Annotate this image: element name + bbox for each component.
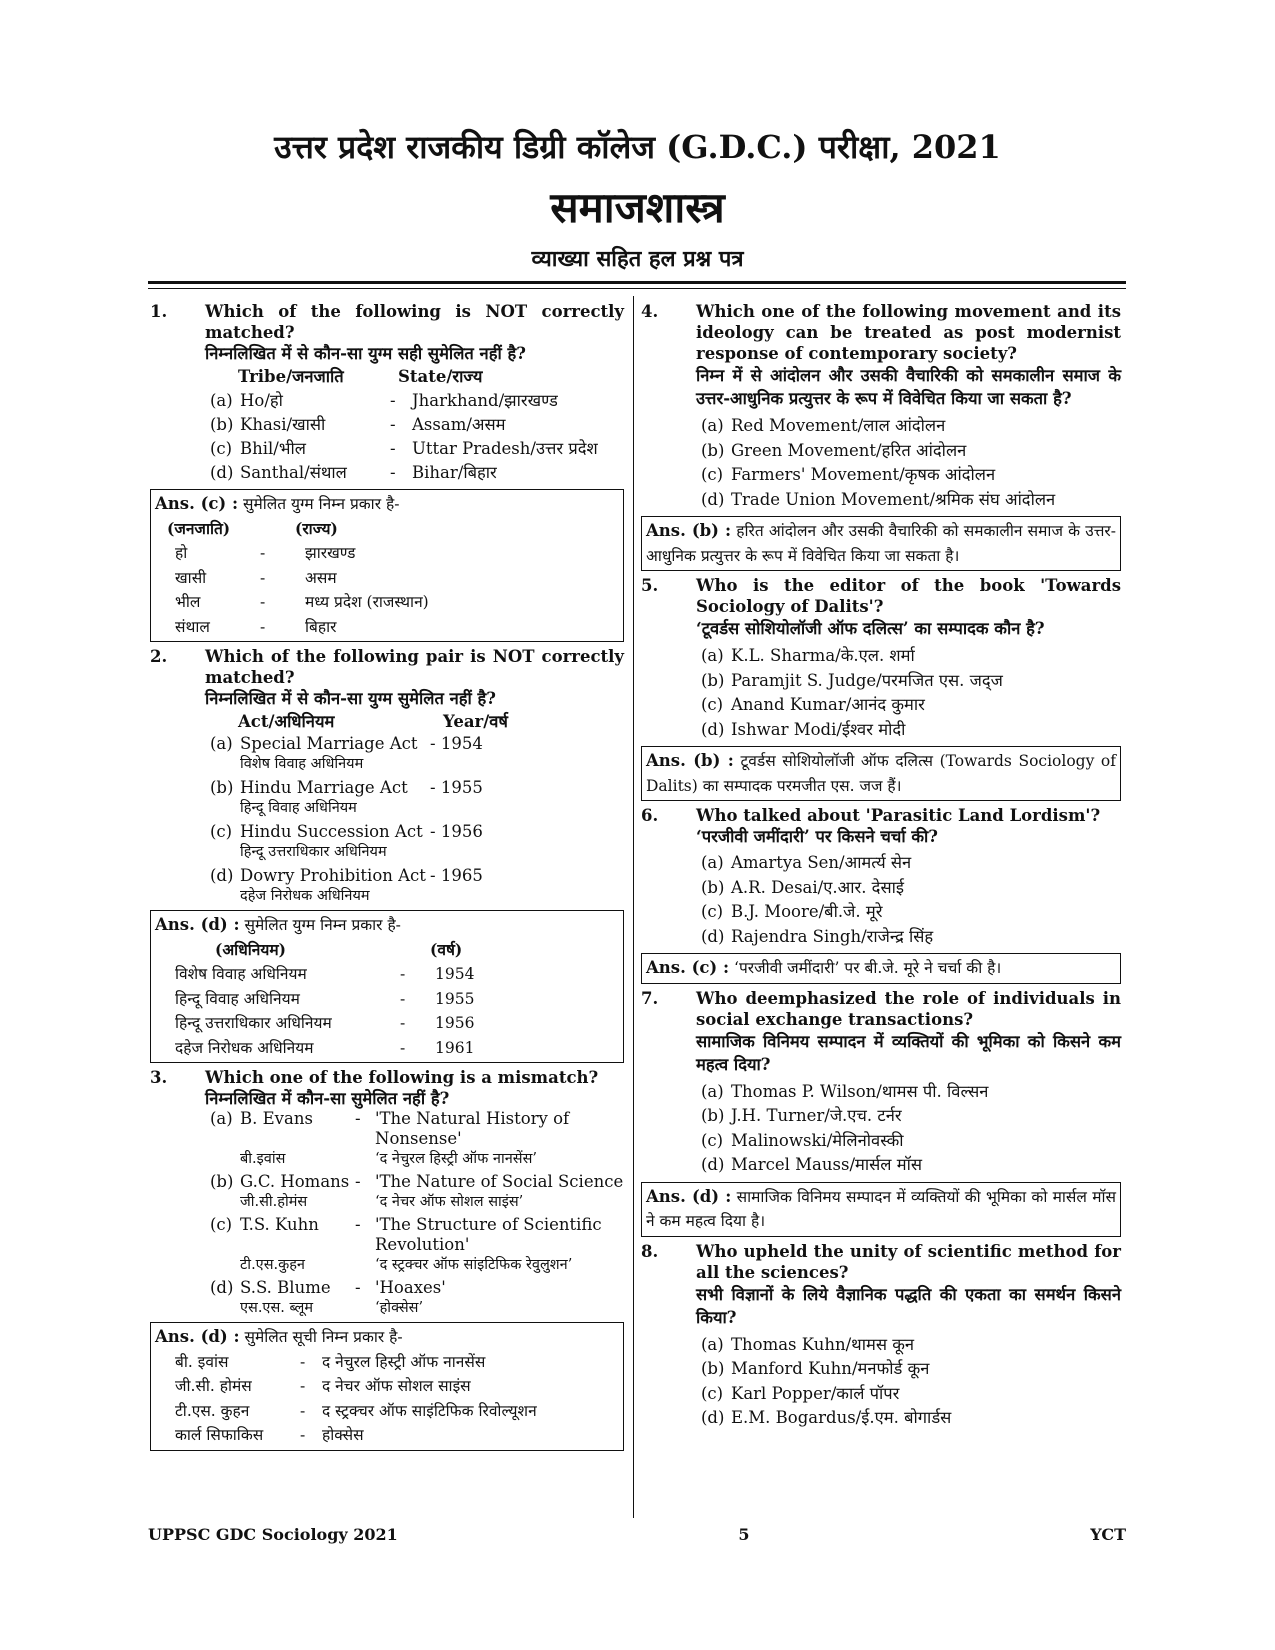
header-rule-thick <box>148 281 1126 284</box>
option-text: A.R. Desai/ए.आर. देसाई <box>731 877 904 897</box>
answer-col-header: (जनजाति) <box>167 518 231 538</box>
option-letter: (a) <box>210 391 233 410</box>
option-right: Bihar/बिहार <box>412 463 497 482</box>
footer-title: UPPSC GDC Sociology 2021 <box>148 1525 398 1544</box>
option-text: Manford Kuhn/मनफोर्ड कून <box>731 1359 930 1378</box>
option-a[interactable] <box>210 734 624 774</box>
question-text-hi: सभी विज्ञानों के लिये वैज्ञानिक पद्धति की एकता का समर्थन किसने किया? <box>696 1284 1121 1327</box>
option-b[interactable] <box>701 1357 1121 1382</box>
option-text: Anand Kumar/आनंद कुमार <box>731 695 925 714</box>
answer-label: Ans. (c) : <box>155 494 239 513</box>
col-header-act: Act/अधिनियम <box>238 712 335 731</box>
question-text-hi: ‘परजीवी जमींदारी’ पर किसने चर्चा की? <box>696 827 938 846</box>
option-text: J.H. Turner/जे.एच. टर्नर <box>731 1106 902 1125</box>
option-right: - 1965 <box>430 866 483 885</box>
question-text-hi: सामाजिक विनिमय सम्पादन में व्यक्तियों की भूमिका को किसने कम महत्व दिया? <box>696 1031 1121 1074</box>
question-text-en: Who is the editor of the book 'Towards Sociology of Dalits'? <box>696 576 1121 616</box>
option-hindi-left: टी.एस.कुहन <box>240 1257 305 1273</box>
option-text: Trade Union Movement/श्रमिक संघ आंदोलन <box>731 489 1056 509</box>
answer-text: सुमेलित सूची निम्न प्रकार है- <box>244 1328 403 1346</box>
answer-cell: 1961 <box>435 1038 475 1057</box>
option-text: Rajendra Singh/राजेन्द्र सिंह <box>731 926 934 946</box>
option-left: Hindu Marriage Act <box>240 778 408 797</box>
option-left: S.S. Blume <box>240 1278 331 1297</box>
option-letter: (a) <box>701 853 724 872</box>
answer-cell: झारखण्ड <box>305 544 356 562</box>
option-letter: (c) <box>701 1130 724 1150</box>
question-number: 4. <box>641 302 659 321</box>
option-letter: (d) <box>701 1155 725 1174</box>
answer-box <box>641 516 1121 571</box>
option-left: Hindu Succession Act <box>240 822 423 841</box>
answer-text: सामाजिक विनिमय सम्पादन में व्यक्तियों की भूमिका को मार्सल मॉस ने कम महत्व दिया है। <box>646 1187 1116 1230</box>
answer-text: हरित आंदोलन और उसकी वैचारिकी को समकालीन समाज के उत्तर-आधुनिक प्रत्युत्तर के रूप में विवेचित किया जा सकता है। <box>646 522 1116 565</box>
option-letter: (b) <box>210 1172 234 1191</box>
option-b[interactable] <box>701 669 1121 694</box>
option-hindi: हिन्दू उत्तराधिकार अधिनियम <box>240 844 387 860</box>
option-b[interactable] <box>701 876 1121 901</box>
answer-cell: बी. इवांस <box>175 1352 229 1371</box>
answer-cell: हो <box>175 544 188 562</box>
answer-cell: हिन्दू विवाह अधिनियम <box>175 989 300 1008</box>
option-text: B.J. Moore/बी.जे. मूरे <box>731 902 883 921</box>
option-right: 'The Nature of Social Science <box>375 1172 624 1191</box>
option-hindi-right: ‘होक्सेस’ <box>375 1300 424 1316</box>
answer-cell: 1954 <box>435 965 475 983</box>
option-d[interactable]: (d) S.S. Blume - 'Hoaxes' एस.एस. ब्लूम ‘होक्सेस’ <box>210 1278 624 1318</box>
option-b[interactable] <box>701 1104 1121 1129</box>
answer-cell: भील <box>175 593 201 611</box>
page-number: 5 <box>738 1525 750 1544</box>
answer-cell: मध्य प्रदेश (राजस्थान) <box>305 593 429 611</box>
question-number: 5. <box>641 576 659 595</box>
option-hindi-left: जी.सी.होमंस <box>240 1194 308 1210</box>
answer-text: टूवर्डस सोशियोलॉजी ऑफ दलित्स (Towards Sociology of Dalits) का सम्पादक परमजीत एस. जज हैं। <box>646 752 1116 795</box>
answer-label: Ans. (d) : <box>155 915 240 934</box>
option-right: 'The Structure of Scientific Revolution' <box>375 1215 602 1254</box>
answer-cell: 1955 <box>435 989 475 1008</box>
answer-label: Ans. (d) : <box>646 1186 732 1206</box>
option-letter: (b) <box>701 1106 725 1125</box>
answer-cell: द स्ट्रक्चर ऑफ साइंटिफिक रिवोल्यूशन <box>322 1401 537 1420</box>
answer-box <box>641 953 1121 984</box>
answer-label: Ans. (c) : <box>646 958 730 977</box>
option-letter: (d) <box>701 1408 725 1427</box>
answer-box: Ans. (d) : सुमेलित सूची निम्न प्रकार है- बी. इवांस - द नेचुरल हिस्ट्री ऑफ नानसेंस जी.सी. होमंस - द नेचर ऑफ सोशल साइंस टी.एस. कुहन - द स्ट्रक्चर ऑफ साइंटिफिक रिवोल्यूशन कार्ल सिफाकिस - होक्सेस <box>150 1322 624 1451</box>
question-4 <box>641 301 1121 571</box>
option-d[interactable]: (d) Santhal/संथाल - Bihar/बिहार <box>210 461 624 485</box>
answer-box: Ans. (d) : सुमेलित युग्म निम्न प्रकार है- (अधिनियम) (वर्ष) विशेष विवाह अधिनियम - 1954 हिन्दू विवाह अधिनियम - 1955 हिन्दू उत्तराधिकार अधिनियम - 1956 दहेज निरोधक अधिनियम - 1961 <box>150 910 624 1063</box>
option-letter: (b) <box>210 778 234 797</box>
answer-label: Ans. (d) : <box>155 1327 240 1346</box>
option-letter: (b) <box>701 440 725 460</box>
question-number: 7. <box>641 988 659 1008</box>
question-text-en: Which of the following pair is NOT correctly matched? <box>205 647 624 687</box>
option-right: Jharkhand/झारखण्ड <box>412 391 558 410</box>
answer-cell: 1956 <box>435 1014 475 1032</box>
option-a[interactable]: (a) Ho/हो - Jharkhand/झारखण्ड <box>210 389 624 413</box>
question-1 <box>150 301 624 642</box>
answer-box <box>641 746 1121 801</box>
option-text: E.M. Bogardus/ई.एम. बोगार्डस <box>731 1408 952 1427</box>
option-letter: (a) <box>701 416 724 435</box>
answer-label: Ans. (b) : <box>646 521 732 540</box>
question-text-en: Who deemphasized the role of individuals in social exchange transactions? <box>696 988 1121 1029</box>
question-number: 1. <box>150 302 168 321</box>
answer-cell: होक्सेस <box>322 1426 364 1444</box>
option-d[interactable] <box>701 1406 1121 1431</box>
question-number: 3. <box>150 1068 168 1087</box>
answer-col-header: (अधिनियम) <box>215 939 286 959</box>
answer-cell: विशेष विवाह अधिनियम <box>175 965 307 983</box>
option-letter: (c) <box>701 902 724 921</box>
question-number: 2. <box>150 647 168 666</box>
match-header <box>238 711 624 732</box>
option-c[interactable] <box>701 693 1121 718</box>
question-text-en: Which of the following is NOT correctly matched? <box>205 302 624 342</box>
option-text: Marcel Mauss/मार्सल मॉस <box>731 1155 923 1174</box>
option-left: T.S. Kuhn <box>240 1215 319 1234</box>
option-letter: (d) <box>210 1278 234 1297</box>
option-right: 'The Natural History of Nonsense' <box>375 1109 570 1148</box>
option-right: - 1954 <box>430 734 483 753</box>
answer-text: सुमेलित युग्म निम्न प्रकार है- <box>244 916 401 934</box>
option-hindi-right: ‘द स्ट्रक्चर ऑफ सांइटिफिक रेवुलुशन’ <box>375 1257 573 1273</box>
question-text-hi: निम्न में से आंदोलन और उसकी वैचारिकी को समकालीन समाज के उत्तर-आधुनिक प्रत्युत्तर के रूप में विवेचित किया जा सकता है? <box>696 366 1121 408</box>
answer-cell: संथाल <box>175 617 210 636</box>
question-6 <box>641 805 1121 984</box>
answer-cell: खासी <box>175 568 207 587</box>
option-c[interactable] <box>701 463 1121 488</box>
option-letter: (b) <box>701 877 725 897</box>
answer-box <box>641 1182 1121 1237</box>
option-letter: (a) <box>701 1334 724 1354</box>
question-7 <box>641 988 1121 1237</box>
col-header-state: State/राज्य <box>398 367 483 386</box>
question-number: 6. <box>641 806 659 825</box>
option-letter: (b) <box>701 1359 725 1378</box>
option-hindi: दहेज निरोधक अधिनियम <box>240 888 370 904</box>
option-c[interactable] <box>701 900 1121 925</box>
option-right: - 1956 <box>430 822 483 841</box>
option-a[interactable]: (a) B. Evans - 'The Natural History of Nonsense' बी.इवांस ‘द नेचुरल हिस्ट्री ऑफ नानसेंस’ <box>210 1109 624 1169</box>
option-letter: (a) <box>210 1109 233 1128</box>
option-letter: (d) <box>210 463 234 482</box>
option-text: K.L. Sharma/के.एल. शर्मा <box>731 646 915 665</box>
col-header-tribe: Tribe/जनजाति <box>238 367 344 386</box>
option-left: Special Marriage Act <box>240 734 418 753</box>
question-text-en: Which one of the following is a mismatch? <box>205 1068 599 1087</box>
option-right: Assam/असम <box>412 415 506 434</box>
question-text-hi: निम्नलिखित में कौन-सा सुमेलित नहीं है? <box>205 1089 450 1108</box>
option-d[interactable] <box>701 1153 1121 1178</box>
option-c[interactable] <box>701 1129 1121 1154</box>
option-a[interactable] <box>701 1080 1121 1105</box>
answer-cell: हिन्दू उत्तराधिकार अधिनियम <box>175 1014 332 1032</box>
col-header-year: Year/वर्ष <box>443 712 508 731</box>
match-header <box>238 366 624 387</box>
answer-text: सुमेलित युग्म निम्न प्रकार है- <box>243 495 400 513</box>
option-c[interactable]: (c) T.S. Kuhn - 'The Structure of Scientific Revolution' टी.एस.कुहन ‘द स्ट्रक्चर ऑफ सांइटिफिक रेवुलुशन’ <box>210 1215 624 1275</box>
answer-cell: दहेज निरोधक अधिनियम <box>175 1038 314 1057</box>
option-a[interactable] <box>701 644 1121 669</box>
option-letter: (c) <box>701 1383 724 1403</box>
option-right: Uttar Pradesh/उत्तर प्रदेश <box>412 439 598 458</box>
right-column <box>641 298 1121 1431</box>
option-letter: (b) <box>701 670 725 690</box>
option-letter: (d) <box>701 926 725 946</box>
option-letter: (c) <box>701 695 724 714</box>
option-c[interactable] <box>701 1382 1121 1407</box>
option-letter: (c) <box>210 439 233 458</box>
exam-title: उत्तर प्रदेश राजकीय डिग्री कॉलेज (G.D.C.) परीक्षा, 2021 <box>274 128 1001 166</box>
page-footer <box>148 1525 1126 1544</box>
question-text-hi: निम्नलिखित में से कौन-सा युग्म सही सुमेलित नहीं है? <box>205 344 526 363</box>
option-c[interactable]: (c) Bhil/भील - Uttar Pradesh/उत्तर प्रदेश <box>210 437 624 461</box>
option-letter: (a) <box>701 1081 724 1101</box>
question-8 <box>641 1241 1121 1431</box>
option-right: - 1955 <box>430 778 483 797</box>
question-text-hi: निम्नलिखित में से कौन-सा युग्म सुमेलित नहीं है? <box>205 689 496 708</box>
option-text: Malinowski/मेलिनोवस्की <box>731 1130 904 1150</box>
header-rule-thin <box>148 288 1126 289</box>
option-letter: (b) <box>210 415 234 434</box>
option-text: Green Movement/हरित आंदोलन <box>731 440 967 460</box>
option-hindi-left: बी.इवांस <box>240 1151 286 1167</box>
option-d[interactable] <box>701 488 1121 513</box>
option-text: Paramjit S. Judge/परमजित एस. जद्ज <box>731 670 1003 690</box>
question-5 <box>641 575 1121 801</box>
answer-cell: कार्ल सिफाकिस <box>175 1426 264 1444</box>
option-a[interactable] <box>701 1333 1121 1358</box>
option-c[interactable] <box>210 822 624 862</box>
answer-cell: टी.एस. कुहन <box>175 1401 250 1420</box>
option-letter: (d) <box>701 489 725 509</box>
option-left: Santhal/संथाल <box>240 463 347 482</box>
answer-col-header: (वर्ष) <box>430 939 463 959</box>
question-text-en: Who talked about 'Parasitic Land Lordism'? <box>696 806 1101 825</box>
publisher-mark: YCT <box>1090 1525 1126 1544</box>
question-text-en: Who upheld the unity of scientific method for all the sciences? <box>696 1241 1121 1282</box>
option-text: Farmers' Movement/कृषक आंदोलन <box>731 465 996 484</box>
subtitle: व्याख्या सहित हल प्रश्न पत्र <box>531 246 744 272</box>
question-text-en: Which one of the following movement and its ideology can be treated as post modernist response of contemporary society? <box>696 302 1121 363</box>
option-left: Ho/हो <box>240 391 283 410</box>
option-letter: (d) <box>210 866 234 885</box>
option-text: Thomas P. Wilson/थामस पी. विल्सन <box>731 1081 989 1101</box>
question-text-hi: ‘टूवर्डस सोशियोलॉजी ऑफ दलित्स’ का सम्पादक कौन है? <box>696 619 1045 638</box>
option-letter: (c) <box>701 465 724 484</box>
option-letter: (d) <box>701 719 725 739</box>
option-hindi-right: ‘द नेचर ऑफ सोशल साइंस’ <box>375 1194 524 1210</box>
answer-box: Ans. (c) : सुमेलित युग्म निम्न प्रकार है- (जनजाति) (राज्य) हो - झारखण्ड खासी - असम भील - मध्य प्रदेश (राजस्थान) संथाल - बिहार <box>150 489 624 642</box>
option-letter: (a) <box>210 734 233 753</box>
option-left: Bhil/भील <box>240 439 306 458</box>
option-b[interactable]: (b) G.C. Homans - 'The Nature of Social Science जी.सी.होमंस ‘द नेचर ऑफ सोशल साइंस’ <box>210 1172 624 1210</box>
question-2 <box>150 646 624 1063</box>
option-d[interactable] <box>701 925 1121 950</box>
subject-title: समाजशास्त्र <box>550 183 725 232</box>
option-d[interactable] <box>210 866 624 906</box>
option-hindi: हिन्दू विवाह अधिनियम <box>240 800 357 816</box>
option-right: 'Hoaxes' <box>375 1278 446 1297</box>
answer-text: ‘परजीवी जमींदारी’ पर बी.जे. मूरे ने चर्चा की है। <box>734 959 1002 977</box>
answer-cell: द नेचर ऑफ सोशल साइंस <box>322 1377 471 1395</box>
left-column <box>150 298 624 1455</box>
question-number: 8. <box>641 1241 659 1261</box>
option-letter: (a) <box>701 646 724 665</box>
option-text: Red Movement/लाल आंदोलन <box>731 416 946 435</box>
option-b[interactable] <box>701 439 1121 464</box>
option-d[interactable] <box>701 718 1121 743</box>
option-left: Dowry Prohibition Act <box>240 866 426 885</box>
option-text: Amartya Sen/आमर्त्य सेन <box>731 853 912 872</box>
column-divider <box>633 296 634 1518</box>
answer-label: Ans. (b) : <box>646 751 734 770</box>
option-hindi-left: एस.एस. ब्लूम <box>240 1300 314 1316</box>
answer-cell: असम <box>305 568 337 587</box>
option-hindi: विशेष विवाह अधिनियम <box>240 756 364 772</box>
answer-cell: द नेचुरल हिस्ट्री ऑफ नानसेंस <box>322 1352 486 1371</box>
answer-col-header: (राज्य) <box>295 518 338 538</box>
option-left: Khasi/खासी <box>240 415 326 434</box>
answer-cell: जी.सी. होमंस <box>175 1377 252 1395</box>
option-text: Thomas Kuhn/थामस कून <box>731 1334 915 1354</box>
option-left: G.C. Homans <box>240 1172 350 1191</box>
option-text: Ishwar Modi/ईश्वर मोदी <box>731 719 906 739</box>
option-a[interactable] <box>701 414 1121 439</box>
option-b[interactable] <box>210 778 624 818</box>
answer-cell: बिहार <box>305 617 337 636</box>
option-text: Karl Popper/कार्ल पॉपर <box>731 1383 900 1403</box>
question-3 <box>150 1067 624 1451</box>
option-hindi-right: ‘द नेचुरल हिस्ट्री ऑफ नानसेंस’ <box>375 1151 537 1167</box>
option-left: B. Evans <box>240 1109 313 1128</box>
option-a[interactable] <box>701 851 1121 876</box>
option-letter: (c) <box>210 822 233 841</box>
option-b[interactable]: (b) Khasi/खासी - Assam/असम <box>210 413 624 437</box>
option-letter: (c) <box>210 1215 233 1234</box>
